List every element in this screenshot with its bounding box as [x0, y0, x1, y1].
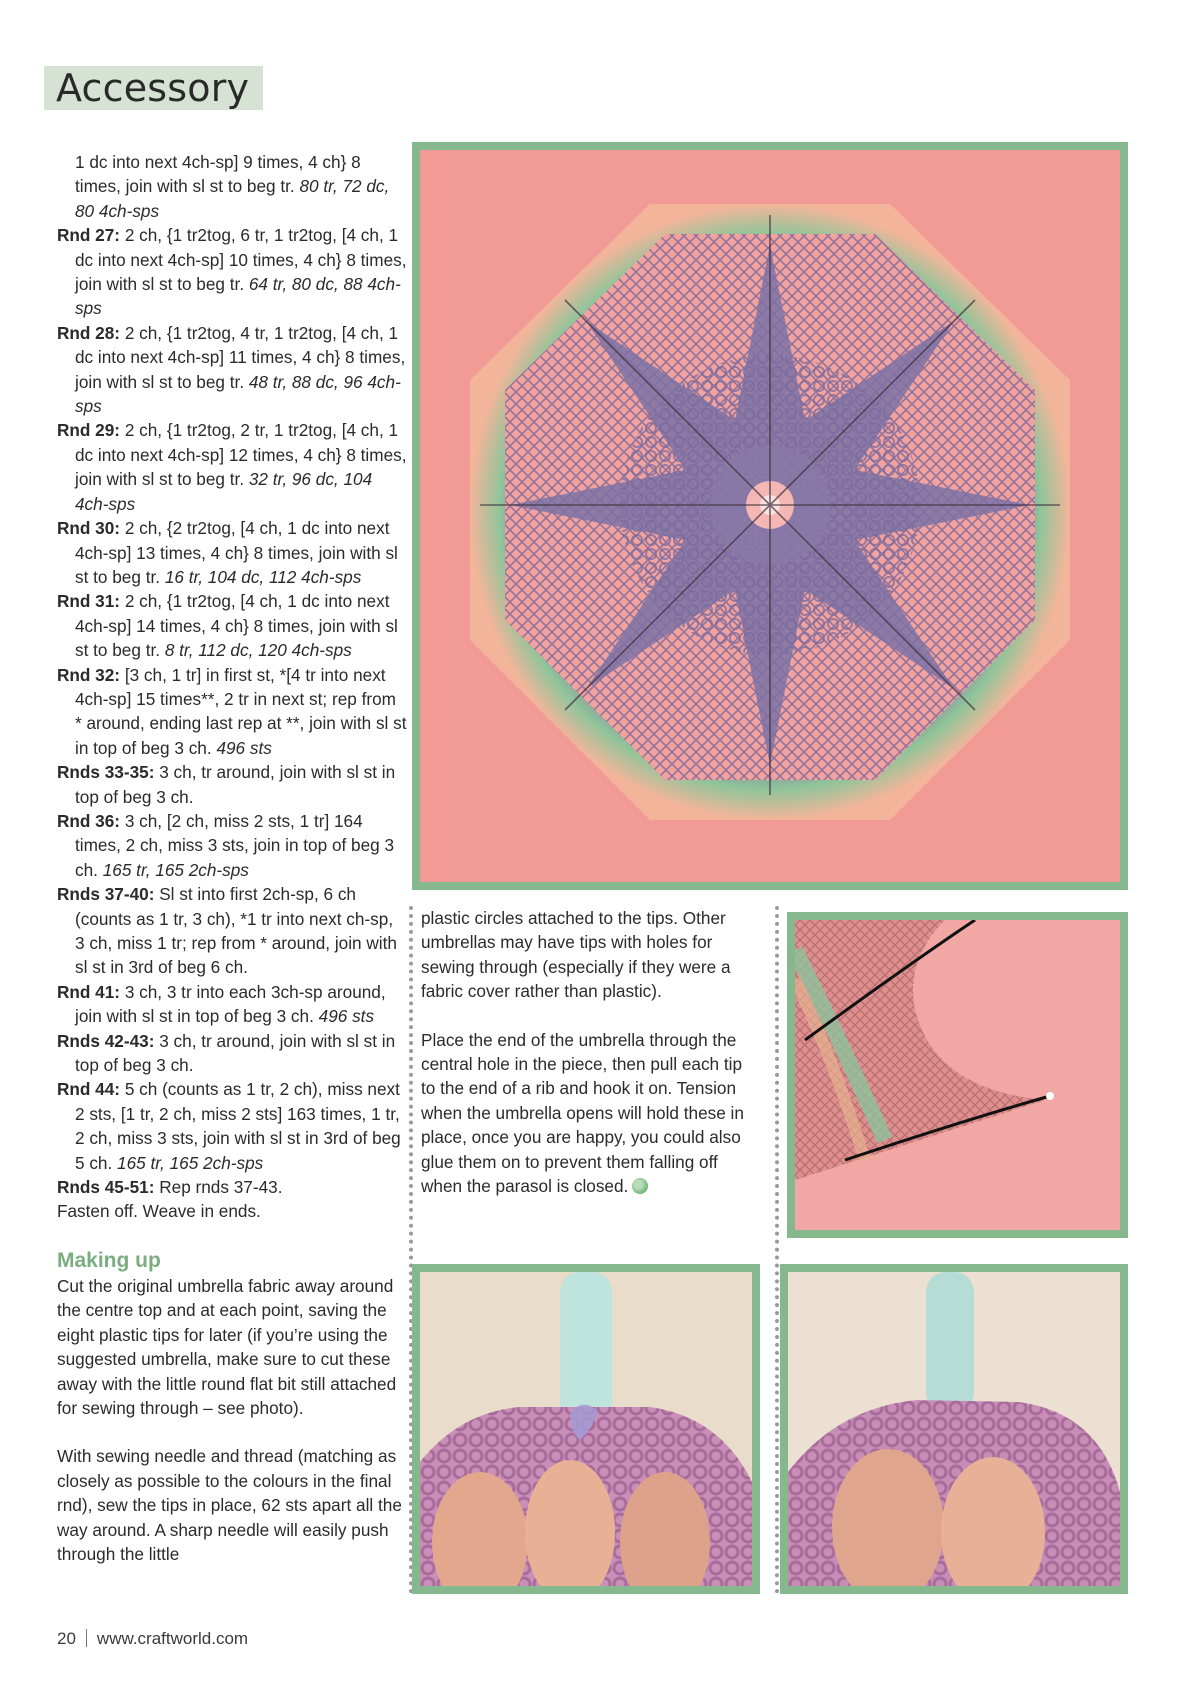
- making-up-para-3: plastic circles attached to the tips. Other umbrellas may have tips with holes for sewing through (especially if they were a fabric cover rather than plastic).: [421, 908, 731, 1002]
- round-label: Rnd 27:: [57, 225, 121, 246]
- round-label: Rnd 28:: [57, 322, 121, 343]
- round-label: Rnds 37-40:: [57, 884, 155, 905]
- stitch-count: 32 tr, 96 dc, 104 4ch-sps: [75, 469, 373, 514]
- row-text: Sl st into first 2ch-sp, 6 ch (counts as 1 tr, 3 ch), *1 tr into next ch-sp, 3 ch, miss 1 tr; rep from * around, join with sl st in 3rd of beg 6 ch.: [75, 884, 397, 978]
- round-label: Rnd 30:: [57, 518, 121, 539]
- sewn-tip-illustration-2: [788, 1272, 1120, 1586]
- sewn-tip-photo-1: [420, 1272, 752, 1586]
- round-label: Rnd 36:: [57, 810, 121, 831]
- round-label: Rnds 45-51:: [57, 1177, 155, 1198]
- row-text: 5 ch (counts as 1 tr, 2 ch), miss next 2 sts, [1 tr, 2 ch, miss 2 sts] 163 times, 1 tr, 2 ch, miss 3 sts, join with sl st in 3rd of beg 5 ch.: [75, 1079, 401, 1173]
- row-text: Rep rnds 37-43.: [159, 1177, 283, 1198]
- pattern-row: [57, 418, 407, 516]
- round-label: Rnd 44:: [57, 1079, 121, 1100]
- stitch-count: 8 tr, 112 dc, 120 4ch-sps: [164, 640, 352, 661]
- pattern-row: [57, 1175, 407, 1199]
- stitch-count: 80 tr, 72 dc, 80 4ch-sps: [75, 176, 390, 221]
- row-text: 2 ch, {1 tr2tog, 2 tr, 1 tr2tog, [4 ch, 1 dc into next 4ch-sp] 12 times, 4 ch} 8 times, join with sl st to beg tr.: [75, 420, 407, 490]
- row-text: 2 ch, {1 tr2tog, 4 tr, 1 tr2tog, [4 ch, 1 dc into next 4ch-sp] 11 times, 4 ch} 8 times, join with sl st to beg tr.: [75, 322, 406, 392]
- pattern-list: [57, 150, 407, 1224]
- making-up-para-1: Cut the original umbrella fabric away around the centre top and at each point, saving the eight plastic tips for later (if you’re using the suggested umbrella, make sure to cut these away with the little round flat bit still attached for sewing through – see photo).: [57, 1275, 397, 1418]
- making-up-para-4: Place the end of the umbrella through the central hole in the piece, then pull each tip to the end of a rib and hook it on. Tension when the umbrella opens will hold these in place, once you are happy, you could also glue them on to prevent them falling off when the parasol is closed.: [421, 1029, 744, 1197]
- row-text: 2 ch, {1 tr2tog, 6 tr, 1 tr2tog, [4 ch, 1 dc into next 4ch-sp] 10 times, 4 ch} 8 times, join with sl st to beg tr.: [75, 225, 407, 295]
- pattern-column: [57, 150, 407, 1566]
- stitch-count: 496 sts: [216, 737, 272, 758]
- round-label: Rnd 31:: [57, 591, 121, 612]
- sewn-tip-photo-frame-1: [412, 1264, 760, 1594]
- stitch-count: 48 tr, 88 dc, 96 4ch-sps: [75, 371, 401, 417]
- making-up-para-2: With sewing needle and thread (matching as closely as possible to the colours in the final rnd), sew the tips in place, 62 sts apart all the way around. A sharp needle will easily push through the little: [57, 1446, 402, 1564]
- instructions-column: [421, 906, 761, 1198]
- making-up-para-4-wrap: [421, 1028, 761, 1199]
- pattern-row: [57, 882, 407, 980]
- pattern-row: [57, 223, 407, 321]
- round-label: Rnds 33-35:: [57, 762, 155, 783]
- pattern-row: [57, 1029, 407, 1078]
- pattern-row: [57, 150, 407, 223]
- pattern-row: [57, 760, 407, 809]
- pattern-row: [57, 1077, 407, 1175]
- stitch-count: 165 tr, 165 2ch-sps: [117, 1152, 264, 1173]
- pattern-row: [57, 516, 407, 589]
- section-tag: Accessory: [44, 66, 263, 110]
- umbrella-tip-photo: [795, 920, 1120, 1230]
- row-text: 3 ch, 3 tr into each 3ch-sp around, join with sl st in top of beg 3 ch.: [75, 981, 386, 1027]
- round-label: Rnd 41:: [57, 981, 121, 1002]
- stitch-count: 64 tr, 80 dc, 88 4ch-sps: [75, 274, 401, 319]
- page-footer: [57, 1628, 248, 1650]
- pattern-row: [57, 980, 407, 1029]
- umbrella-illustration: [420, 150, 1120, 882]
- round-label: Rnd 29:: [57, 420, 121, 441]
- umbrella-tip-photo-frame: [787, 912, 1128, 1238]
- row-text: 2 ch, {1 tr2tog, [4 ch, 1 dc into next 4ch-sp] 14 times, 4 ch} 8 times, join with sl st to beg tr.: [75, 591, 398, 661]
- round-label: Rnd 32:: [57, 664, 121, 685]
- pattern-row: [57, 809, 407, 882]
- umbrella-tip-illustration: [795, 920, 1120, 1230]
- yarn-ball-icon: [632, 1178, 648, 1194]
- row-text: 3 ch, tr around, join with sl st in top of beg 3 ch.: [75, 762, 396, 807]
- page-number: 20: [57, 1629, 76, 1648]
- row-text: 3 ch, tr around, join with sl st in top of beg 3 ch.: [75, 1030, 396, 1076]
- sewn-tip-photo-frame-2: [780, 1264, 1128, 1594]
- stitch-count: 496 sts: [318, 1006, 375, 1027]
- column-divider-right: [775, 906, 779, 1594]
- pattern-row: [57, 663, 407, 761]
- making-up-heading: Making up: [57, 1248, 161, 1272]
- stitch-count: 16 tr, 104 dc, 112 4ch-sps: [164, 566, 362, 587]
- sewn-tip-illustration-1: [420, 1272, 752, 1586]
- round-label: Rnds 42-43:: [57, 1030, 155, 1051]
- row-text: 2 ch, {2 tr2tog, [4 ch, 1 dc into next 4ch-sp] 13 times, 4 ch} 8 times, join with sl st to beg tr.: [75, 518, 398, 587]
- umbrella-photo: [420, 150, 1120, 882]
- row-text: 3 ch, [2 ch, miss 2 sts, 1 tr] 164 times, 2 ch, miss 3 sts, join in top of beg 3 ch.: [75, 810, 395, 880]
- umbrella-photo-frame: [412, 142, 1128, 890]
- sewn-tip-photo-2: [788, 1272, 1120, 1586]
- row-text: [3 ch, 1 tr] in first st, *[4 tr into next 4ch-sp] 15 times**, 2 tr in next st; rep from * around, ending last rep at **, join with sl st in top of beg 3 ch.: [75, 664, 407, 758]
- pattern-row: [57, 589, 407, 662]
- stitch-count: 165 tr, 165 2ch-sps: [102, 859, 249, 880]
- footer-separator: [86, 1629, 87, 1647]
- fasten-off-text: Fasten off. Weave in ends.: [57, 1201, 261, 1222]
- pattern-row: [57, 321, 407, 419]
- row-text: 1 dc into next 4ch-sp] 9 times, 4 ch} 8 times, join with sl st to beg tr.: [75, 152, 361, 197]
- footer-website: www.craftworld.com: [96, 1629, 249, 1648]
